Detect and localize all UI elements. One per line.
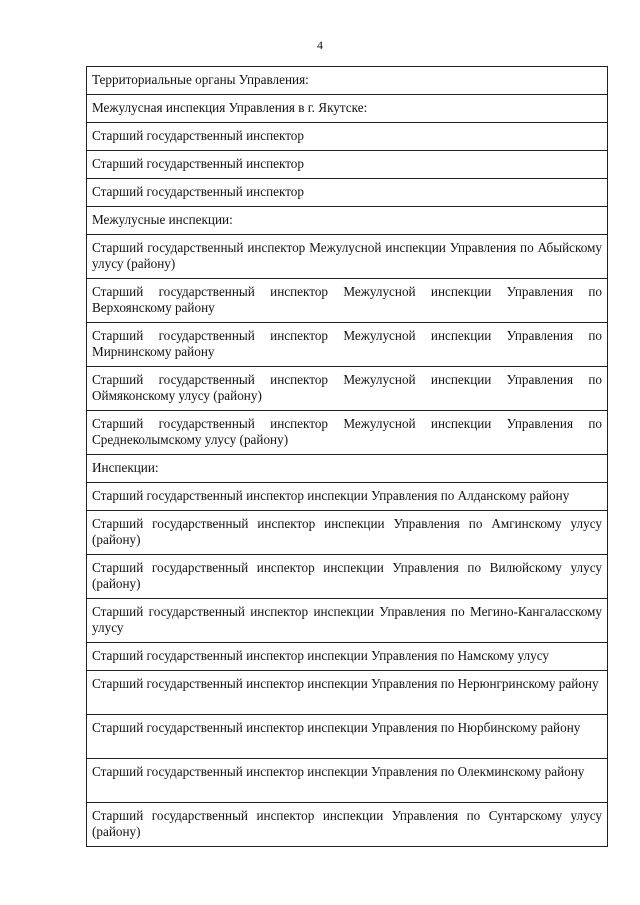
table-row xyxy=(87,803,608,847)
table-row xyxy=(87,279,608,323)
position-cell: Старший государственный инспектор инспекции Управления по Намскому улусу xyxy=(87,643,608,671)
section-heading: Межулусные инспекции: xyxy=(87,207,608,235)
position-cell: Старший государственный инспектор Межулусной инспекции Управления по Оймяконскому улусу (району) xyxy=(87,367,608,411)
table-row xyxy=(87,411,608,455)
table-row xyxy=(87,759,608,803)
page-number: 4 xyxy=(317,38,323,52)
table-row xyxy=(87,511,608,555)
table-row xyxy=(87,323,608,367)
positions-table xyxy=(86,66,608,847)
position-cell: Старший государственный инспектор инспекции Управления по Вилюйскому улусу (району) xyxy=(87,555,608,599)
table-row xyxy=(87,671,608,715)
table-row xyxy=(87,715,608,759)
position-cell: Старший государственный инспектор инспекции Управления по Сунтарскому улусу (району) xyxy=(87,803,608,847)
table-row xyxy=(87,643,608,671)
position-cell: Старший государственный инспектор Межулусной инспекции Управления по Абыйскому улусу (району) xyxy=(87,235,608,279)
table-row xyxy=(87,123,608,151)
table-row xyxy=(87,207,608,235)
position-cell: Старший государственный инспектор xyxy=(87,179,608,207)
position-cell: Старший государственный инспектор Межулусной инспекции Управления по Мирнинскому району xyxy=(87,323,608,367)
table-row xyxy=(87,179,608,207)
table-row xyxy=(87,95,608,123)
table-row xyxy=(87,455,608,483)
section-heading: Территориальные органы Управления: xyxy=(87,67,608,95)
position-cell: Старший государственный инспектор инспекции Управления по Алданскому району xyxy=(87,483,608,511)
table-row xyxy=(87,235,608,279)
position-cell: Старший государственный инспектор Межулусной инспекции Управления по Среднеколымскому улусу (району) xyxy=(87,411,608,455)
position-cell: Старший государственный инспектор инспекции Управления по Нерюнгринскому району xyxy=(87,671,608,715)
position-cell: Старший государственный инспектор инспекции Управления по Нюрбинскому району xyxy=(87,715,608,759)
table-row xyxy=(87,67,608,95)
table-row xyxy=(87,151,608,179)
section-heading: Инспекции: xyxy=(87,455,608,483)
table-row xyxy=(87,483,608,511)
position-cell: Старший государственный инспектор инспекции Управления по Олекминскому району xyxy=(87,759,608,803)
table-row xyxy=(87,599,608,643)
position-cell: Старший государственный инспектор xyxy=(87,151,608,179)
position-cell: Старший государственный инспектор инспекции Управления по Амгинскому улусу (району) xyxy=(87,511,608,555)
table-row xyxy=(87,367,608,411)
position-cell: Старший государственный инспектор Межулусной инспекции Управления по Верхоянскому району xyxy=(87,279,608,323)
position-cell: Старший государственный инспектор xyxy=(87,123,608,151)
position-cell: Старший государственный инспектор инспекции Управления по Мегино-Кангаласскому улусу xyxy=(87,599,608,643)
section-heading: Межулусная инспекция Управления в г. Якутске: xyxy=(87,95,608,123)
table-row xyxy=(87,555,608,599)
